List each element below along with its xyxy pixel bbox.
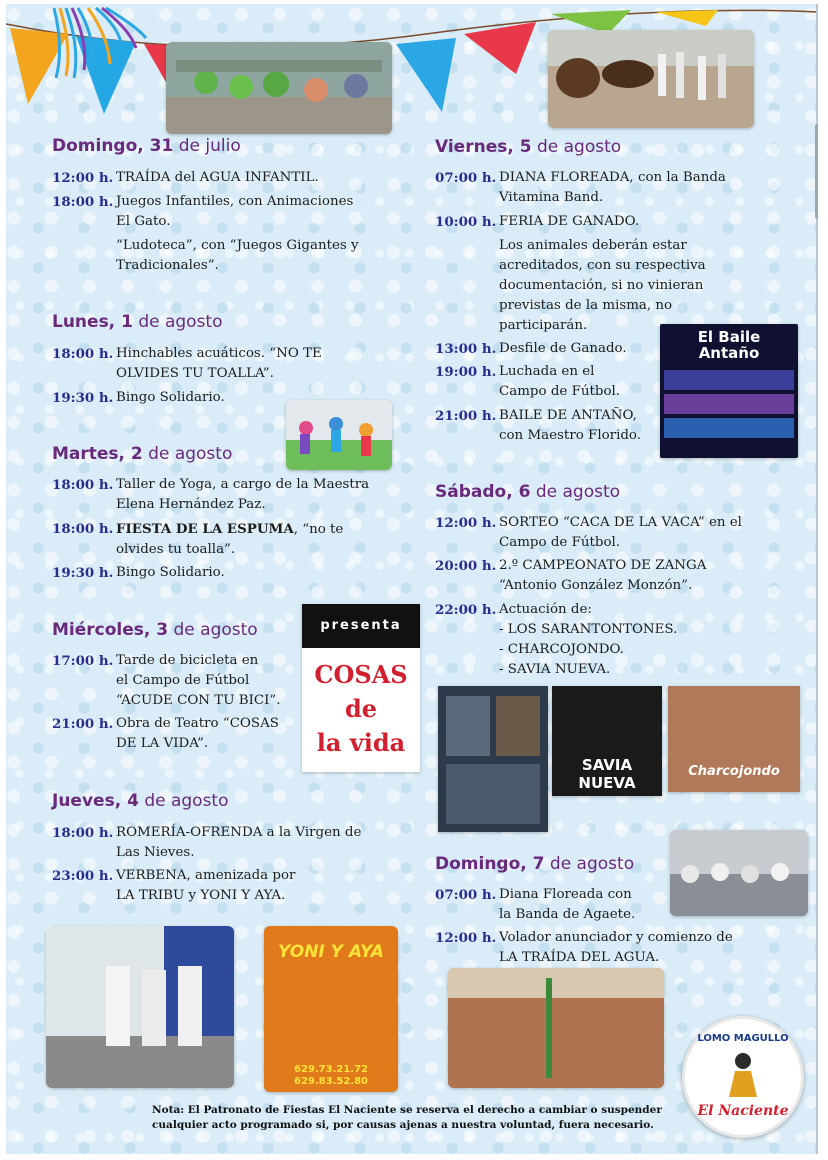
yoni-phone-2: 629.83.52.80 [293,1076,369,1087]
event-row: 18:00 h. Taller de Yoga, a cargo de la Maestra Elena Hernández Paz. [52,477,370,512]
event-row: 12:00 h. SORTEO “CACA DE LA VACA” en el Campo de Fútbol. [435,515,742,550]
day-martes-2: Martes, 2 de agosto [52,444,233,464]
la-tribu-photo [46,926,234,1088]
event-row: 21:00 h. BAILE DE ANTAÑO, con Maestro Florido. [435,408,642,443]
band-de-agaete-photo [670,830,808,916]
cosas-title-2: de [344,694,378,723]
event-row: 19:00 h. Luchada en el Campo de Fútbol. [435,364,621,399]
event-row: 07:00 h. Diana Floreada con la Banda de Agaete. [435,887,636,922]
badge-bottom-text: El Naciente [697,1103,789,1119]
badge-figure-icon [723,1049,763,1099]
baile-title-2: Antaño [698,344,760,362]
cosas-presenta: presenta [320,618,402,633]
cosas-title-3: la vida [316,728,406,757]
event-row: 12:00 h. Volador anunciador y comienzo de LA TRAÍDA DEL AGUA. [435,930,733,965]
event-row: 20:00 h. 2.º CAMPEONATO DE ZANGA “Antonio González Monzón”. [435,558,707,593]
lomo-magullo-badge [682,1016,804,1138]
scrollbar-thumb[interactable] [815,124,818,219]
baile-title-1: El Baile [697,328,761,346]
cosas-title-1: COSAS [314,660,408,689]
cattle-fair-photo [548,30,754,128]
cosas-de-la-vida-poster [302,604,420,772]
day-sabado-6: Sábado, 6 de agosto [435,482,621,502]
charcojondo-photo [668,686,800,792]
event-row: 23:00 h. VERBENA, amenizada por LA TRIBU y YONI Y AYA. [52,868,296,903]
event-row: 17:00 h. Tarde de bicicleta en el Campo de Fútbol “ACUDE CON TU BICI”. [52,653,281,708]
yoni-y-aya-poster [264,926,398,1092]
baile-de-antano-poster [660,324,798,458]
event-row: 22:00 h. Actuación de: - LOS SARANTONTONES. - CHARCOJONDO. - SAVIA NUEVA. [435,602,678,677]
badge-top-text: LOMO MAGULLO [697,1033,789,1044]
event-row: 18:00 h. Juegos Infantiles, con Animaciones El Gato. [52,194,354,229]
event-row: 18:00 h. FIESTA DE LA ESPUMA, “no te olvides tu toalla”. [52,521,344,557]
event-row: “Ludoteca”, con “Juegos Gigantes y Tradicionales”. [116,238,359,273]
traida-del-agua-crowd-photo [448,968,664,1088]
savia-nueva-photo [552,686,662,796]
event-row: Los animales deberán estar acreditados, con su respectiva documentación, si no vinieran previstas de la misma, no participarán. [499,238,706,333]
yoni-title: YONI Y AYA [278,942,384,962]
festival-poster: presenta COSAS de la vida El Baile Antaño SAVIA NUEVA Charcojondo YONI Y AYA 629.73.21.72 629.83.52.80 Domingo, 31 de julio 12:00 h. TRAÍDA del AGUA INFANTIL. 18:00 h. Juegos Infantiles, con Animaciones El Gato. “Ludoteca”, con “Juegos Gigantes y Tradicionales”. Lunes, 1 de agosto 18:00 h. Hinchables acuáticos. “NO TE OLVIDES TU TOALLA”. 19:30 h. Bingo Solidario. Martes, 2 de agosto 18:00 h. Taller de Yoga, a cargo de la Maestra Elena Hernández Paz. 18:00 h. FIESTA DE LA ESPUMA, “no te olvides tu toalla”. 19:30 h. Bingo Solidario. Miércoles, 3 de agosto 17:00 h. Tarde de bicicleta en el Campo de Fútbol “ACUDE CON TU BICI”. 21:00 h. Obra de Teatro “COSAS DE LA VIDA”. Jueves, 4 de agosto 18:00 h. ROMERÍA-OFRENDA a la Virgen de Las Nieves. 23:00 h. VERBENA, amenizada por LA TRIBU y YONI Y AYA. Viernes, 5 de agosto 07:00 h. DIANA FLOREADA, con la Banda Vitamina Band. 10:00 h. FERIA DE GANADO. Los animales deberán estar acreditados, con su respectiva documentación, si no vinieran previstas de la misma, no participarán. 13:00 h. Desfile de Ganado. 19:00 h. Luchada en el Campo de Fútbol. 21:00 h. BAILE DE ANTAÑO, con Maestro Florido. Sábado, 6 de agosto 12:00 h. SORTEO “CACA DE LA VACA” en el Campo de Fútbol. 20:00 h. 2.º CAMPEONATO DE ZANGA “Antonio González Monzón”. 22:00 h. Actuación de: - LOS SARANTONTONES. - CHARCOJONDO. - SAVIA NUEVA. Domingo, 7 de agosto 07:00 h. Diana Floreada con la Banda de Agaete. 12:00 h. Volador anunciador y comienzo de LA TRAÍDA DEL AGUA. LOMO MAGULLO El Naciente Nota: El Patronato de Fiestas El Naciente se reserva el derecho a cambiar o suspender cualquier acto programado si, por causas ajenas a nuestra voluntad, fuera necesario. [6,4,818,1154]
event-row: 21:00 h. Obra de Teatro “COSAS DE LA VIDA”. [52,716,279,751]
day-lunes-1: Lunes, 1 de agosto [52,312,223,332]
bouncy-castle-photo [286,400,392,470]
disclaimer-note: Nota: El Patronato de Fiestas El Naciente se reserva el derecho a cambiar o suspender cualquier acto programado si, por causas ajenas a nuestra voluntad, fuera necesario. [152,1104,662,1131]
event-row: 18:00 h. Hinchables acuáticos. “NO TE OLVIDES TU TOALLA”. [52,346,322,381]
children-water-photo [166,42,392,134]
charcojondo-title: Charcojondo [688,764,780,779]
los-sarantontones-photo [438,686,548,832]
day-domingo-31: Domingo, 31 de julio [52,136,241,156]
yoni-phone-1: 629.73.21.72 [293,1064,369,1075]
day-domingo-7: Domingo, 7 de agosto [435,854,635,874]
event-row: 07:00 h. DIANA FLOREADA, con la Banda Vitamina Band. [435,170,726,205]
day-viernes-5: Viernes, 5 de agosto [435,137,622,157]
day-miercoles-3: Miércoles, 3 de agosto [52,620,258,640]
event-row: 18:00 h. ROMERÍA-OFRENDA a la Virgen de Las Nieves. [52,825,362,860]
savia-title-1: SAVIA [581,756,633,774]
day-jueves-4: Jueves, 4 de agosto [52,791,229,811]
savia-title-2: NUEVA [578,774,636,792]
